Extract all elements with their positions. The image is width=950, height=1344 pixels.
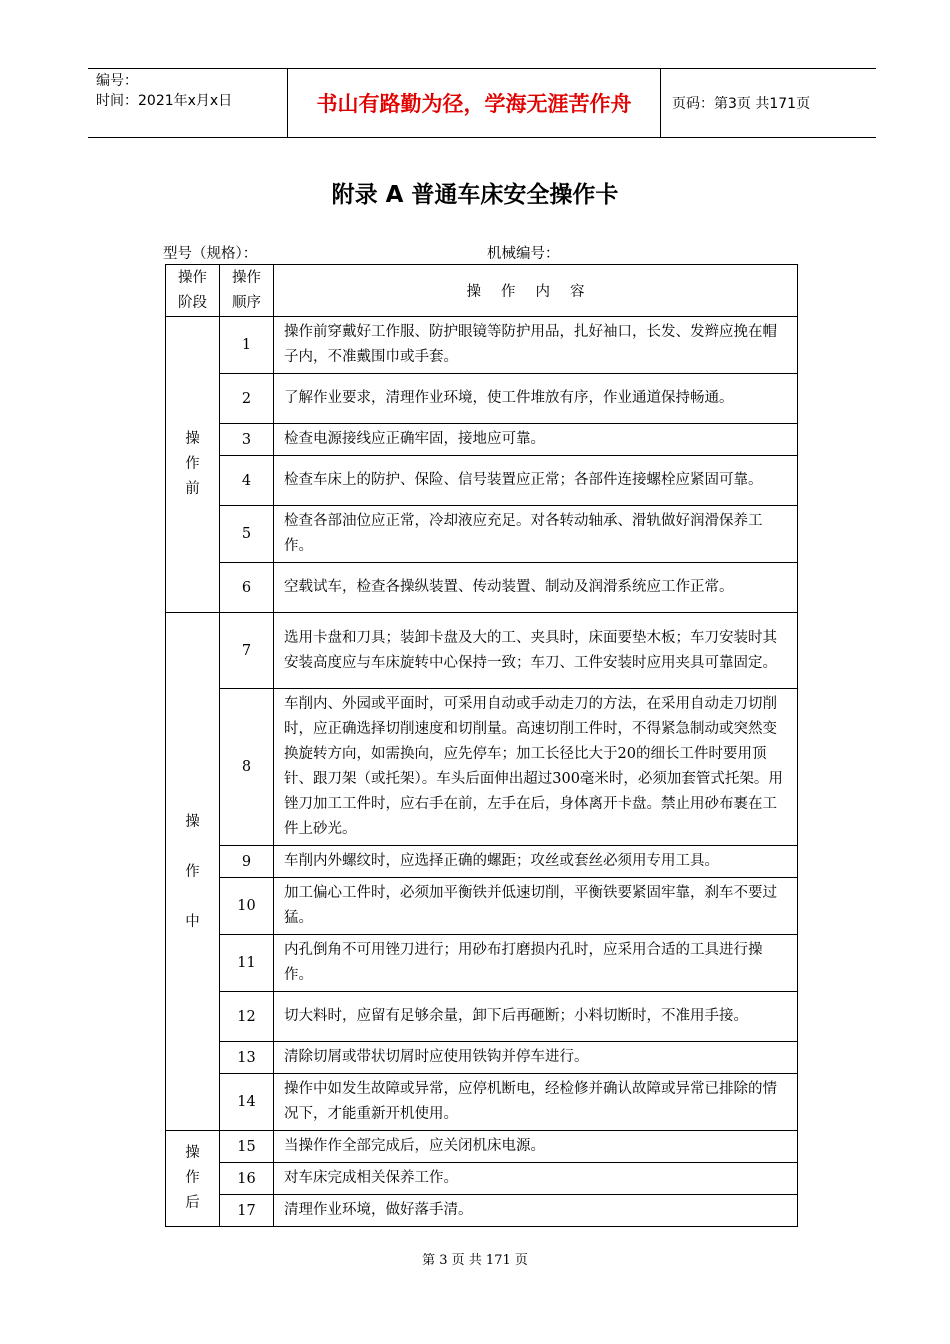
header-info-cell xyxy=(88,69,286,137)
table-row xyxy=(166,456,798,506)
row-content: 操作中如发生故障或异常，应停机断电，经检修并确认故障或异常已排除的情况下，才能重新开机使用。 xyxy=(274,1074,798,1131)
row-content: 当操作作全部完成后，应关闭机床电源。 xyxy=(274,1131,798,1163)
table-row xyxy=(166,1074,798,1131)
row-number: 14 xyxy=(220,1074,274,1131)
row-number: 5 xyxy=(220,506,274,563)
table-row xyxy=(166,689,798,846)
page-footer: 第 3 页 共 171 页 xyxy=(422,1253,528,1268)
row-content: 了解作业要求，清理作业环境，使工件堆放有序，作业通道保持畅通。 xyxy=(274,374,798,424)
row-content: 清理作业环境，做好落手清。 xyxy=(274,1195,798,1227)
phase-during: 操作中 xyxy=(166,613,220,1131)
row-number: 7 xyxy=(220,613,274,689)
table-row xyxy=(166,992,798,1042)
table-row xyxy=(166,563,798,613)
header-content: 操作内容 xyxy=(274,265,798,317)
table-row xyxy=(166,846,798,878)
table-row xyxy=(166,317,798,374)
row-content: 检查车床上的防护、保险、信号装置应正常；各部件连接螺栓应紧固可靠。 xyxy=(274,456,798,506)
time-label: 时间：2021年x月x日 xyxy=(96,93,233,109)
table-row xyxy=(166,424,798,456)
document-title: 附录 A 普通车床安全操作卡 xyxy=(331,182,619,208)
table-row xyxy=(166,1195,798,1227)
table-row xyxy=(166,613,798,689)
machine-number-label: 机械编号： xyxy=(487,246,560,262)
table-row xyxy=(166,935,798,992)
table-row xyxy=(166,1042,798,1074)
row-number: 3 xyxy=(220,424,274,456)
row-number: 4 xyxy=(220,456,274,506)
row-content: 切大料时，应留有足够余量，卸下后再砸断；小料切断时，不准用手接。 xyxy=(274,992,798,1042)
row-number: 16 xyxy=(220,1163,274,1195)
row-content: 对车床完成相关保养工作。 xyxy=(274,1163,798,1195)
row-number: 2 xyxy=(220,374,274,424)
row-number: 6 xyxy=(220,563,274,613)
row-number: 12 xyxy=(220,992,274,1042)
row-content: 选用卡盘和刀具；装卸卡盘及大的工、夹具时，床面要垫木板；车刀安装时其安装高度应与车床旋转中心保持一致；车刀、工件安装时应用夹具可靠固定。 xyxy=(274,613,798,689)
table-row xyxy=(166,1131,798,1163)
model-label: 型号（规格）： xyxy=(163,246,258,262)
table-row xyxy=(166,878,798,935)
row-content: 检查电源接线应正确牢固，接地应可靠。 xyxy=(274,424,798,456)
safety-operation-table xyxy=(165,264,798,1227)
header-page-label: 页码：第3页 共171页 xyxy=(672,96,811,112)
row-number: 15 xyxy=(220,1131,274,1163)
number-label: 编号： xyxy=(96,73,138,89)
row-content: 检查各部油位应正常，冷却液应充足。对各转动轴承、滑轨做好润滑保养工作。 xyxy=(274,506,798,563)
row-number: 13 xyxy=(220,1042,274,1074)
row-content: 操作前穿戴好工作服、防护眼镜等防护用品，扎好袖口，长发、发辫应挽在帽子内，不准戴围巾或手套。 xyxy=(274,317,798,374)
table-row xyxy=(166,506,798,563)
row-content: 车削内外螺纹时，应选择正确的螺距；攻丝或套丝必须用专用工具。 xyxy=(274,846,798,878)
phase-before: 操作前 xyxy=(166,317,220,613)
row-number: 10 xyxy=(220,878,274,935)
row-content: 清除切屑或带状切屑时应使用铁钩并停车进行。 xyxy=(274,1042,798,1074)
row-content: 空载试车，检查各操纵装置、传动装置、制动及润滑系统应工作正常。 xyxy=(274,563,798,613)
row-content: 加工偏心工件时，必须加平衡铁并低速切削，平衡铁要紧固牢靠，刹车不要过猛。 xyxy=(274,878,798,935)
page-header xyxy=(88,68,876,138)
row-number: 1 xyxy=(220,317,274,374)
header-stage: 操作阶段 xyxy=(166,265,220,317)
header-slogan: 书山有路勤为径，学海无涯苦作舟 xyxy=(287,69,661,137)
header-order: 操作顺序 xyxy=(220,265,274,317)
row-number: 8 xyxy=(220,689,274,846)
row-content: 内孔倒角不可用锉刀进行；用砂布打磨损内孔时，应采用合适的工具进行操作。 xyxy=(274,935,798,992)
phase-after: 操作后 xyxy=(166,1131,220,1227)
row-number: 11 xyxy=(220,935,274,992)
row-content: 车削内、外园或平面时，可采用自动或手动走刀的方法，在采用自动走刀切削时，应正确选择切削速度和切削量。高速切削工件时，不得紧急制动或突然变换旋转方向，如需换向，应先停车；加工长径比大于20的细长工件时要用顶针、跟刀架（或托架）。车头后面伸出超过300毫米时，必须加套管式托架。用锉刀加工工件时，应右手在前，左手在后，身体离开卡盘。禁止用砂布裹在工件上砂光。 xyxy=(274,689,798,846)
row-number: 9 xyxy=(220,846,274,878)
table-row xyxy=(166,1163,798,1195)
table-row xyxy=(166,374,798,424)
row-number: 17 xyxy=(220,1195,274,1227)
table-header-row xyxy=(166,265,798,317)
